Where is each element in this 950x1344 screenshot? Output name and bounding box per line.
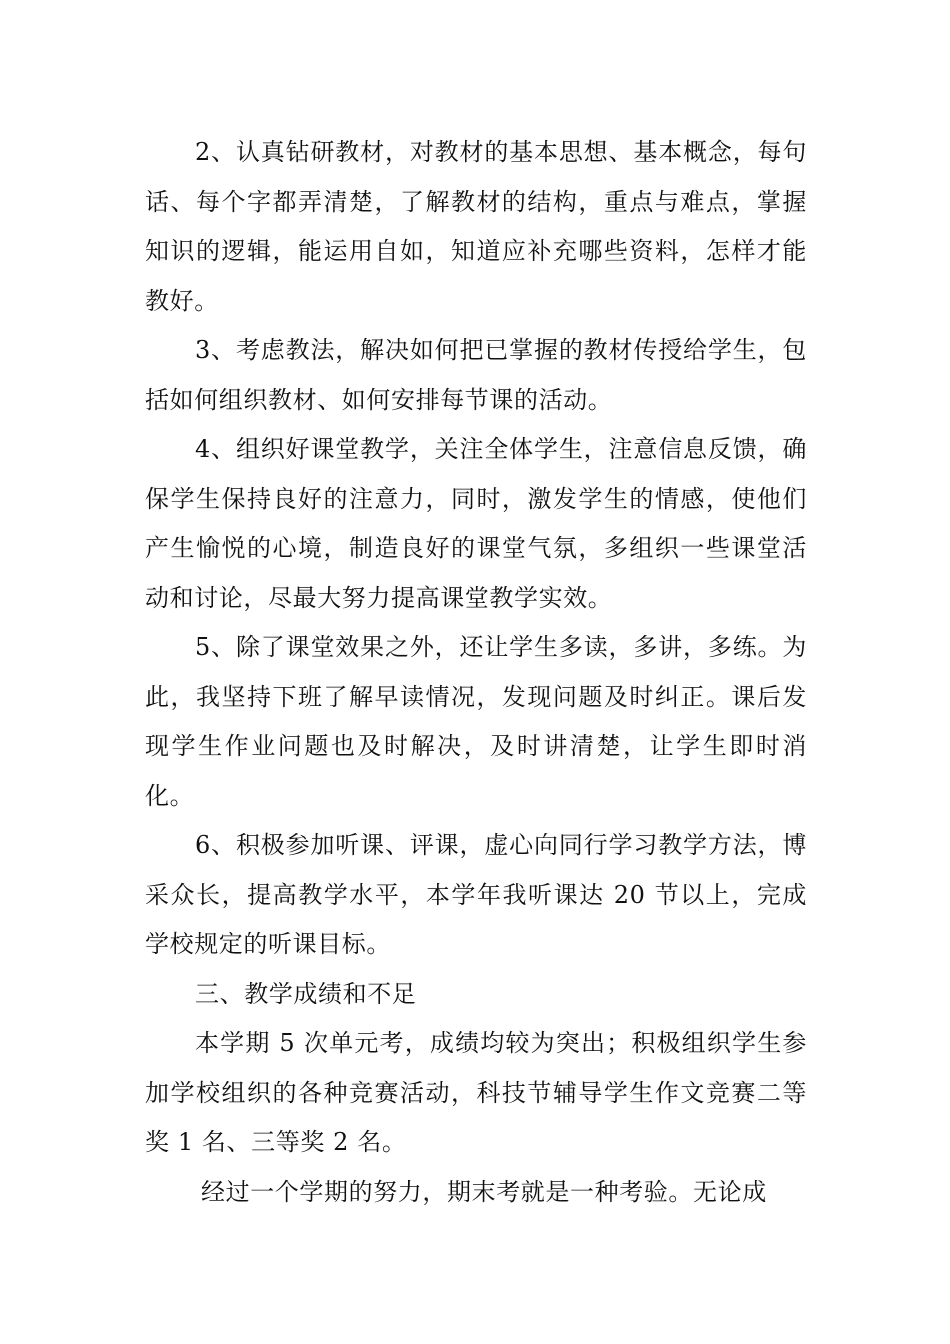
paragraph-item-3: 3、考虑教法，解决如何把已掌握的教材传授给学生，包括如何组织教材、如何安排每节课的活动。 (145, 336, 807, 414)
paragraph-item-4: 4、组织好课堂教学，关注全体学生，注意信息反馈，确保学生保持良好的注意力，同时，激发学生的情感，使他们产生愉悦的心境，制造良好的课堂气氛，多组织一些课堂活动和讨论，尽最大努力提高课堂教学实效。 (145, 435, 807, 612)
paragraph-results: 本学期 5 次单元考，成绩均较为突出；积极组织学生参加学校组织的各种竞赛活动，科技节辅导学生作文竞赛二等奖 1 名、三等奖 2 名。 (145, 1029, 807, 1156)
paragraph-item-6: 6、积极参加听课、评课，虚心向同行学习教学方法，博采众长，提高教学水平，本学年我听课达 20 节以上，完成学校规定的听课目标。 (145, 831, 807, 958)
section-heading: 三、教学成绩和不足 (195, 979, 417, 1008)
paragraph-item-2: 2、认真钻研教材，对教材的基本思想、基本概念，每句话、每个字都弄清楚，了解教材的结构，重点与难点，掌握知识的逻辑，能运用自如，知道应补充哪些资料，怎样才能教好。 (145, 138, 807, 315)
paragraph-conclusion: 经过一个学期的努力，期末考就是一种考验。无论成 (201, 1177, 767, 1206)
paragraph-item-5: 5、除了课堂效果之外，还让学生多读，多讲，多练。为此，我坚持下班了解早读情况，发现问题及时纠正。课后发现学生作业问题也及时解决，及时讲清楚，让学生即时消化。 (145, 633, 807, 810)
document-body (145, 128, 807, 1217)
